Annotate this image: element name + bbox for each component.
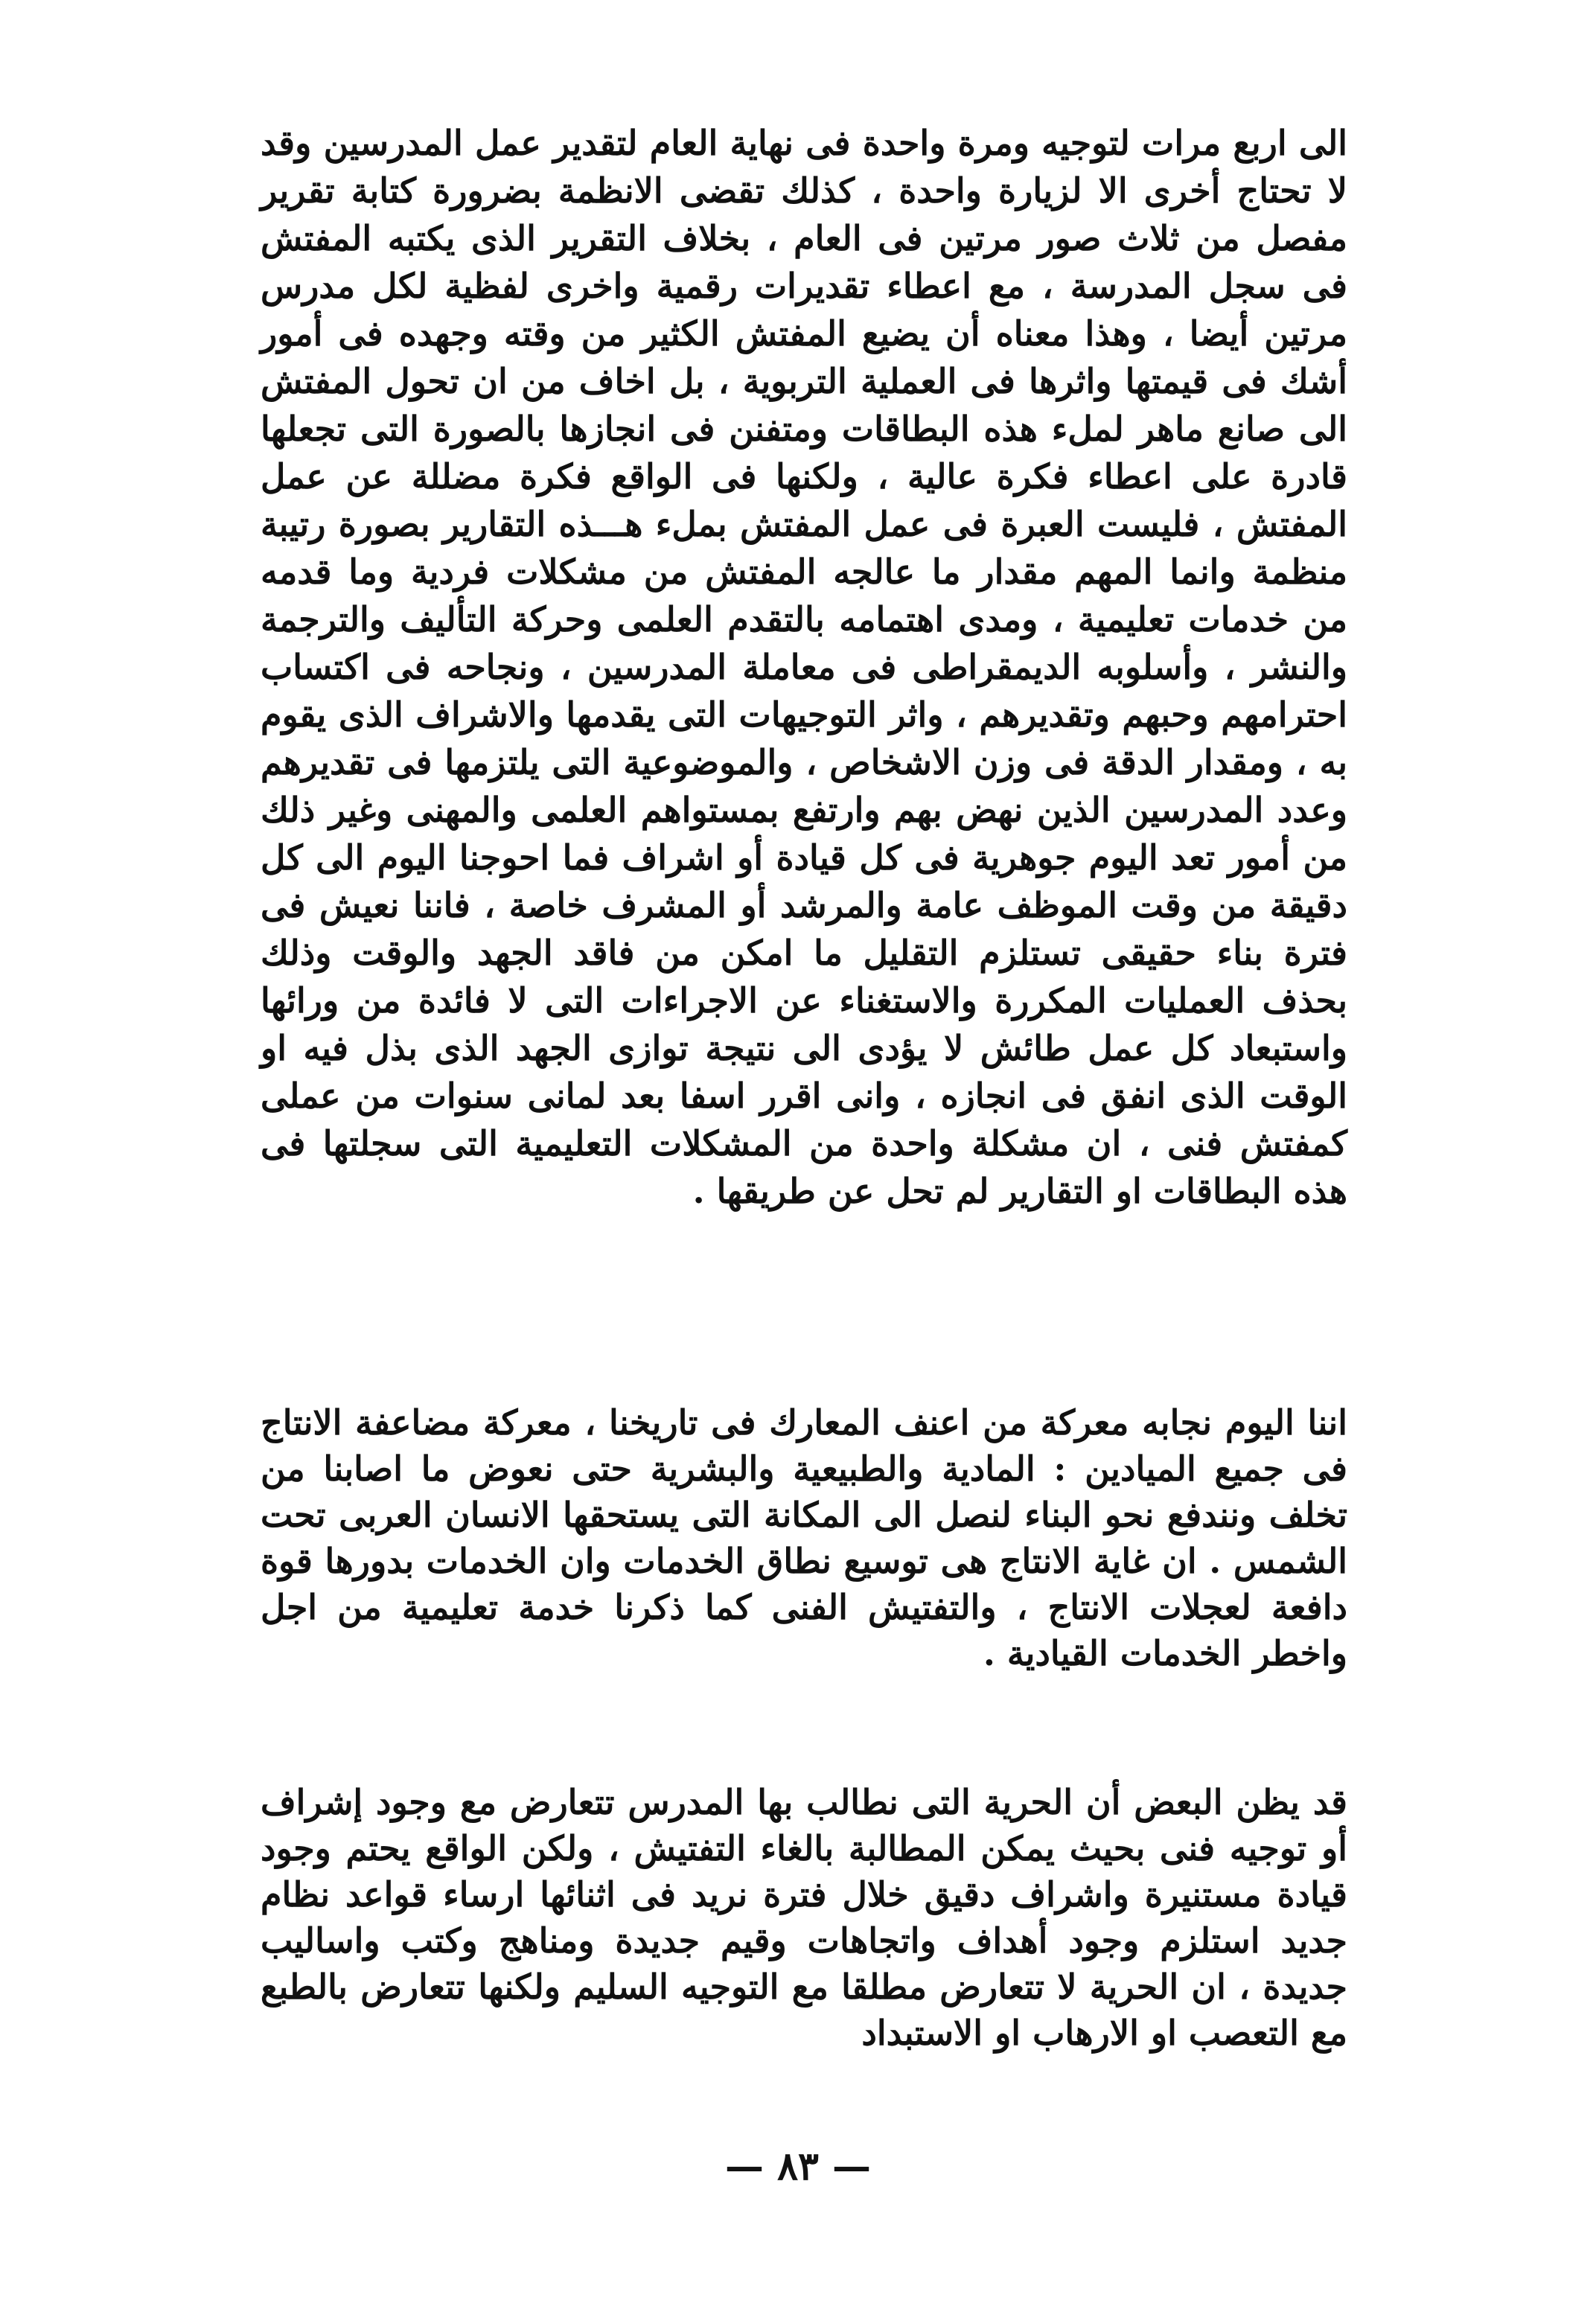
page-number: — ٨٣ — <box>724 2144 872 2189</box>
paragraph-3: قد يظن البعض أن الحرية التى نطالب بها المدرس تتعارض مع وجود إشراف أو توجيه فنى بحيث يمكن المطالبة بالغاء التفتيش ، ولكن الواقع يحتم وجود قيادة مستنيرة واشراف دقيق خلال فترة نريد فى اثنائها ارساء قواعد نظام جديد استلزم وجود أهداف واتجاهات وقيم جديدة ومناهج وكتب واساليب جديدة ، ان الحرية لا تتعارض مطلقا مع التوجيه السليم ولكنها تتعارض بالطبع مع التعصب او الارهاب او الاستبداد <box>261 1782 1347 2053</box>
paragraph-2: اننا اليوم نجابه معركة من اعنف المعارك فى تاريخنا ، معركة مضاعفة الانتاج فى جميع الميادين : المادية والطبيعية والبشرية حتى نعوض ما اصابنا من تخلف ونندفع نحو البناء لنصل الى المكانة التى يستحقها الانسان العربى تحت الشمس . ان غاية الانتاج هى توسيع نطاق الخدمات وان الخدمات بدورها قوة دافعة لعجلات الانتاج ، والتفتيش الفنى كما ذكرنا خدمة تعليمية من اجل واخطر الخدمات القيادية . <box>261 1402 1347 1673</box>
paragraph-1: الى اربع مرات لتوجيه ومرة واحدة فى نهاية العام لتقدير عمل المدرسين وقد لا تحتاج أخرى الا لزيارة واحدة ، كذلك تقضى الانظمة بضرورة كتابة تقرير مفصل من ثلاث صور مرتين فى العام ، بخلاف التقرير الذى يكتبه المفتش فى سجل المدرسة ، مع اعطاء تقديرات رقمية واخرى لفظية لكل مدرس مرتين أيضا ، وهذا معناه أن يضيع المفتش الكثير من وقته وجهده فى أمور أشك فى قيمتها واثرها فى العملية التربوية ، بل اخاف من ان تحول المفتش الى صانع ماهر لملء هذه البطاقات ومتفنن فى انجازها بالصورة التى تجعلها قادرة على اعطاء فكرة عالية ، ولكنها فى الواقع فكرة مضللة عن عمل المفتش ، فليست العبرة فى عمل المفتش بملء هـــذه التقارير بصورة رتيبة منظمة وانما المهم مقدار ما عالجه المفتش من مشكلات فردية وما قدمه من خدمات تعليمية ، ومدى اهتمامه بالتقدم العلمى وحركة التأليف والترجمة والنشر ، وأسلوبه الديمقراطى فى معاملة المدرسين ، ونجاحه فى اكتساب احترامهم وحبهم وتقديرهم ، واثر التوجيهات التى يقدمها والاشراف الذى يقوم به ، ومقدار الدقة فى وزن الاشخاص ، والموضوعية التى يلتزمها فى تقديرهم وعدد المدرسين الذين نهض بهم وارتفع بمستواهم العلمى والمهنى وغير ذلك من أمور تعد اليوم جوهرية فى كل قيادة أو اشراف فما احوجنا اليوم الى كل دقيقة من وقت الموظف عامة والمرشد أو المشرف خاصة ، فاننا نعيش فى فترة بناء حقيقى تستلزم التقليل ما امكن من فاقد الجهد والوقت وذلك بحذف العمليات المكررة والاستغناء عن الاجراءات التى لا فائدة من ورائها واستبعاد كل عمل طائش لا يؤدى الى نتيجة توازى الجهد الذى بذل فيه او الوقت الذى انفق فى انجازه ، وانى اقرر اسفا بعد لمانى سنوات من عملى كمفتش فنى ، ان مشكلة واحدة من المشكلات التعليمية التى سجلتها فى هذه البطاقات او التقارير لم تحل عن طريقها . <box>261 123 1347 1211</box>
